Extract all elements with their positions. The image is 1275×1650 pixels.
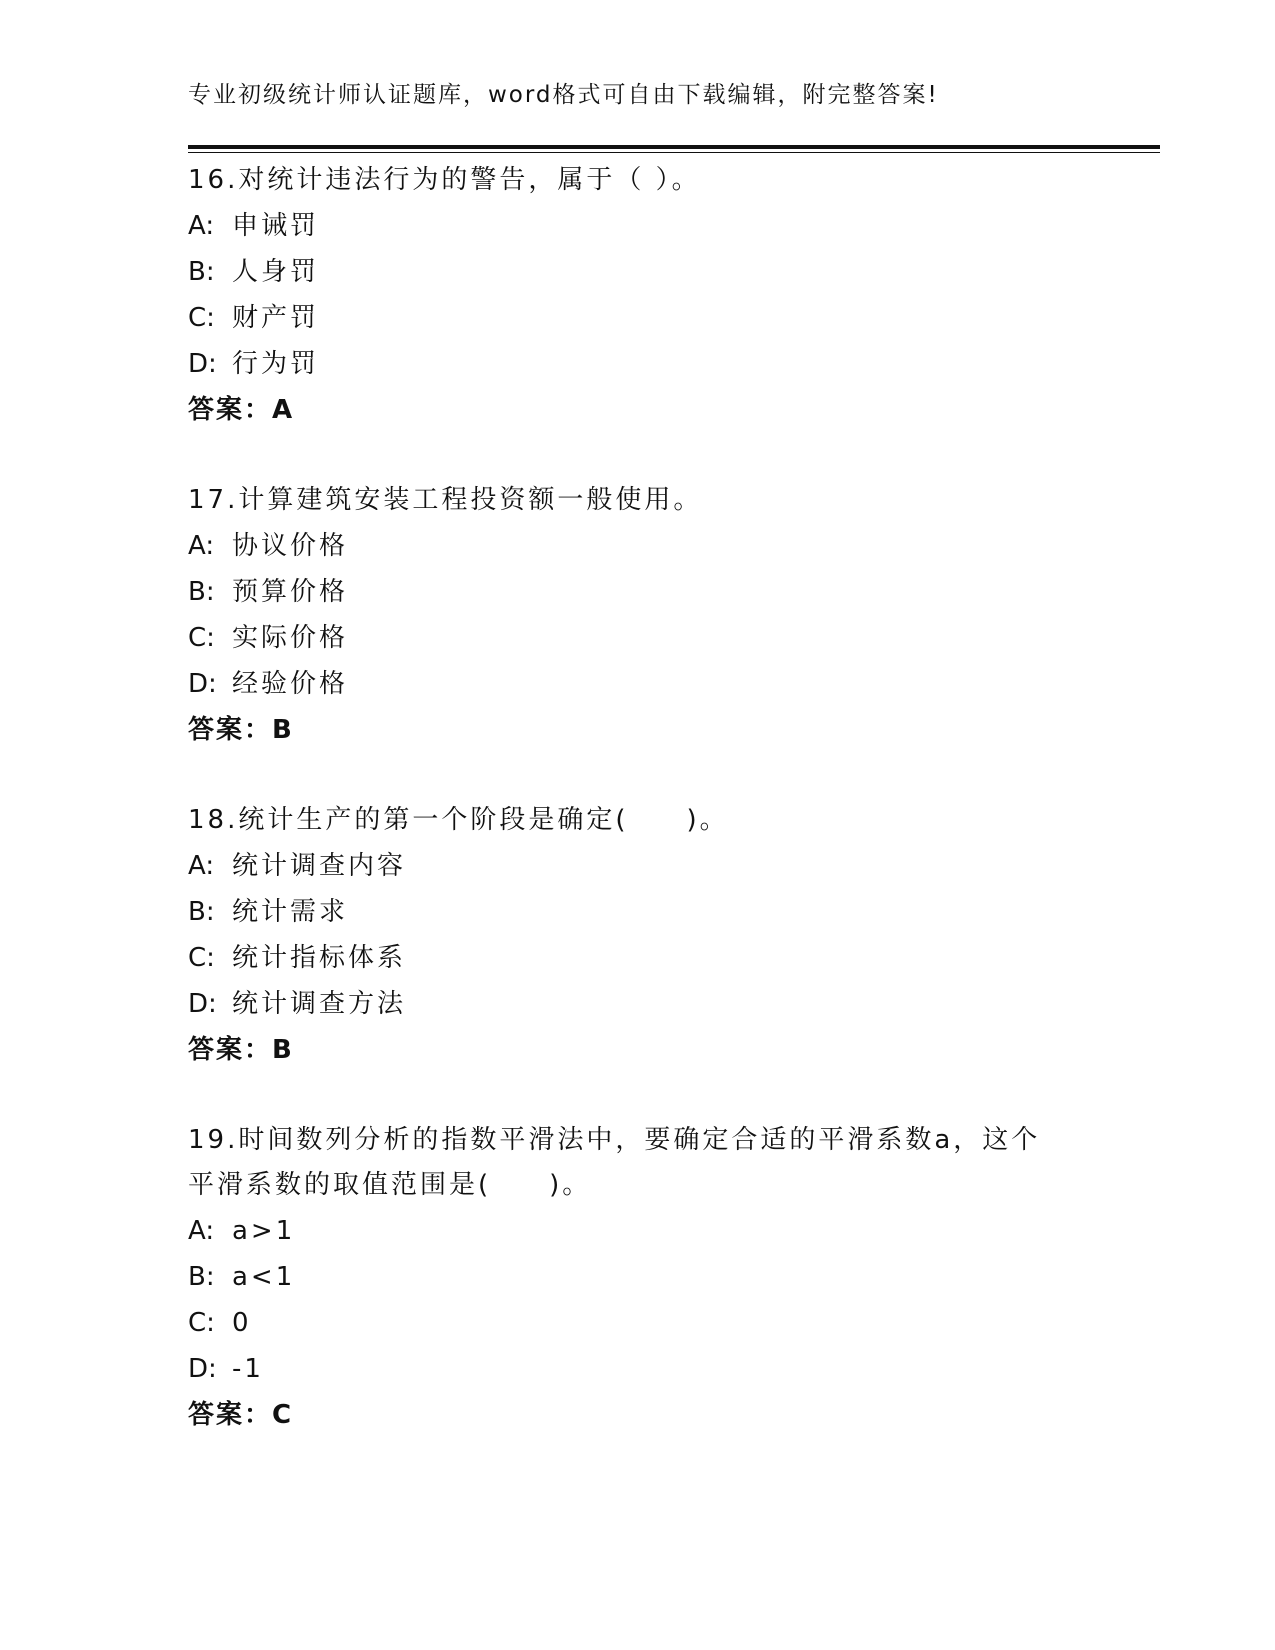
option-text: 财产罚 (232, 303, 320, 333)
option-text: 统计调查内容 (232, 851, 407, 881)
option-text: 人身罚 (232, 257, 320, 287)
option-a (188, 523, 1108, 569)
question-stem: 19.时间数列分析的指数平滑法中，要确定合适的平滑系数a，这个平滑系数的取值范围是( )。 (188, 1125, 1041, 1200)
question-stem: 17.计算建筑安装工程投资额一般使用。 (188, 485, 703, 515)
option-text: 统计指标体系 (232, 943, 407, 973)
option-text: -1 (232, 1354, 264, 1384)
option-letter: B: (188, 897, 215, 927)
option-text: a>1 (232, 1216, 296, 1246)
option-c (188, 935, 1108, 981)
option-d (188, 981, 1108, 1027)
option-d (188, 341, 1108, 387)
option-b (188, 569, 1108, 615)
option-d (188, 1346, 1108, 1392)
option-text: 行为罚 (232, 349, 320, 379)
option-letter: D: (188, 1354, 217, 1384)
option-text: 经验价格 (232, 669, 349, 699)
option-c (188, 295, 1108, 341)
answer-line: 答案：B (188, 1035, 294, 1065)
option-c (188, 1300, 1108, 1346)
option-b (188, 1254, 1108, 1300)
option-letter: A: (188, 211, 215, 241)
option-letter: D: (188, 989, 217, 1019)
answer-line: 答案：A (188, 395, 295, 425)
header-divider-thin (188, 152, 1160, 153)
question-18 (188, 798, 1108, 1073)
option-a (188, 1208, 1108, 1254)
option-text: 申诫罚 (232, 211, 320, 241)
option-letter: C: (188, 943, 215, 973)
option-letter: D: (188, 669, 217, 699)
option-b (188, 249, 1108, 295)
option-letter: C: (188, 1308, 215, 1338)
option-letter: B: (188, 577, 215, 607)
option-text: a<1 (232, 1262, 296, 1292)
question-17 (188, 478, 1108, 753)
option-text: 实际价格 (232, 623, 349, 653)
option-text: 0 (232, 1308, 252, 1338)
answer-line: 答案：C (188, 1400, 294, 1430)
option-letter: B: (188, 257, 215, 287)
question-16 (188, 158, 1108, 433)
option-a (188, 203, 1108, 249)
question-19 (188, 1118, 1108, 1438)
header-divider-thick (188, 145, 1160, 149)
question-list (188, 158, 1108, 1483)
option-d (188, 661, 1108, 707)
option-text: 统计调查方法 (232, 989, 407, 1019)
option-letter: A: (188, 851, 215, 881)
answer-line: 答案：B (188, 715, 294, 745)
option-letter: D: (188, 349, 217, 379)
option-letter: B: (188, 1262, 215, 1292)
option-c (188, 615, 1108, 661)
option-letter: A: (188, 1216, 215, 1246)
option-text: 统计需求 (232, 897, 349, 927)
option-text: 预算价格 (232, 577, 349, 607)
header-text: 专业初级统计师认证题库，word格式可自由下载编辑，附完整答案! (188, 82, 939, 108)
option-letter: C: (188, 303, 215, 333)
option-text: 协议价格 (232, 531, 349, 561)
option-a (188, 843, 1108, 889)
question-stem: 18.统计生产的第一个阶段是确定( )。 (188, 805, 729, 835)
option-letter: C: (188, 623, 215, 653)
option-letter: A: (188, 531, 215, 561)
option-b (188, 889, 1108, 935)
question-stem: 16.对统计违法行为的警告，属于（ ）。 (188, 165, 701, 195)
